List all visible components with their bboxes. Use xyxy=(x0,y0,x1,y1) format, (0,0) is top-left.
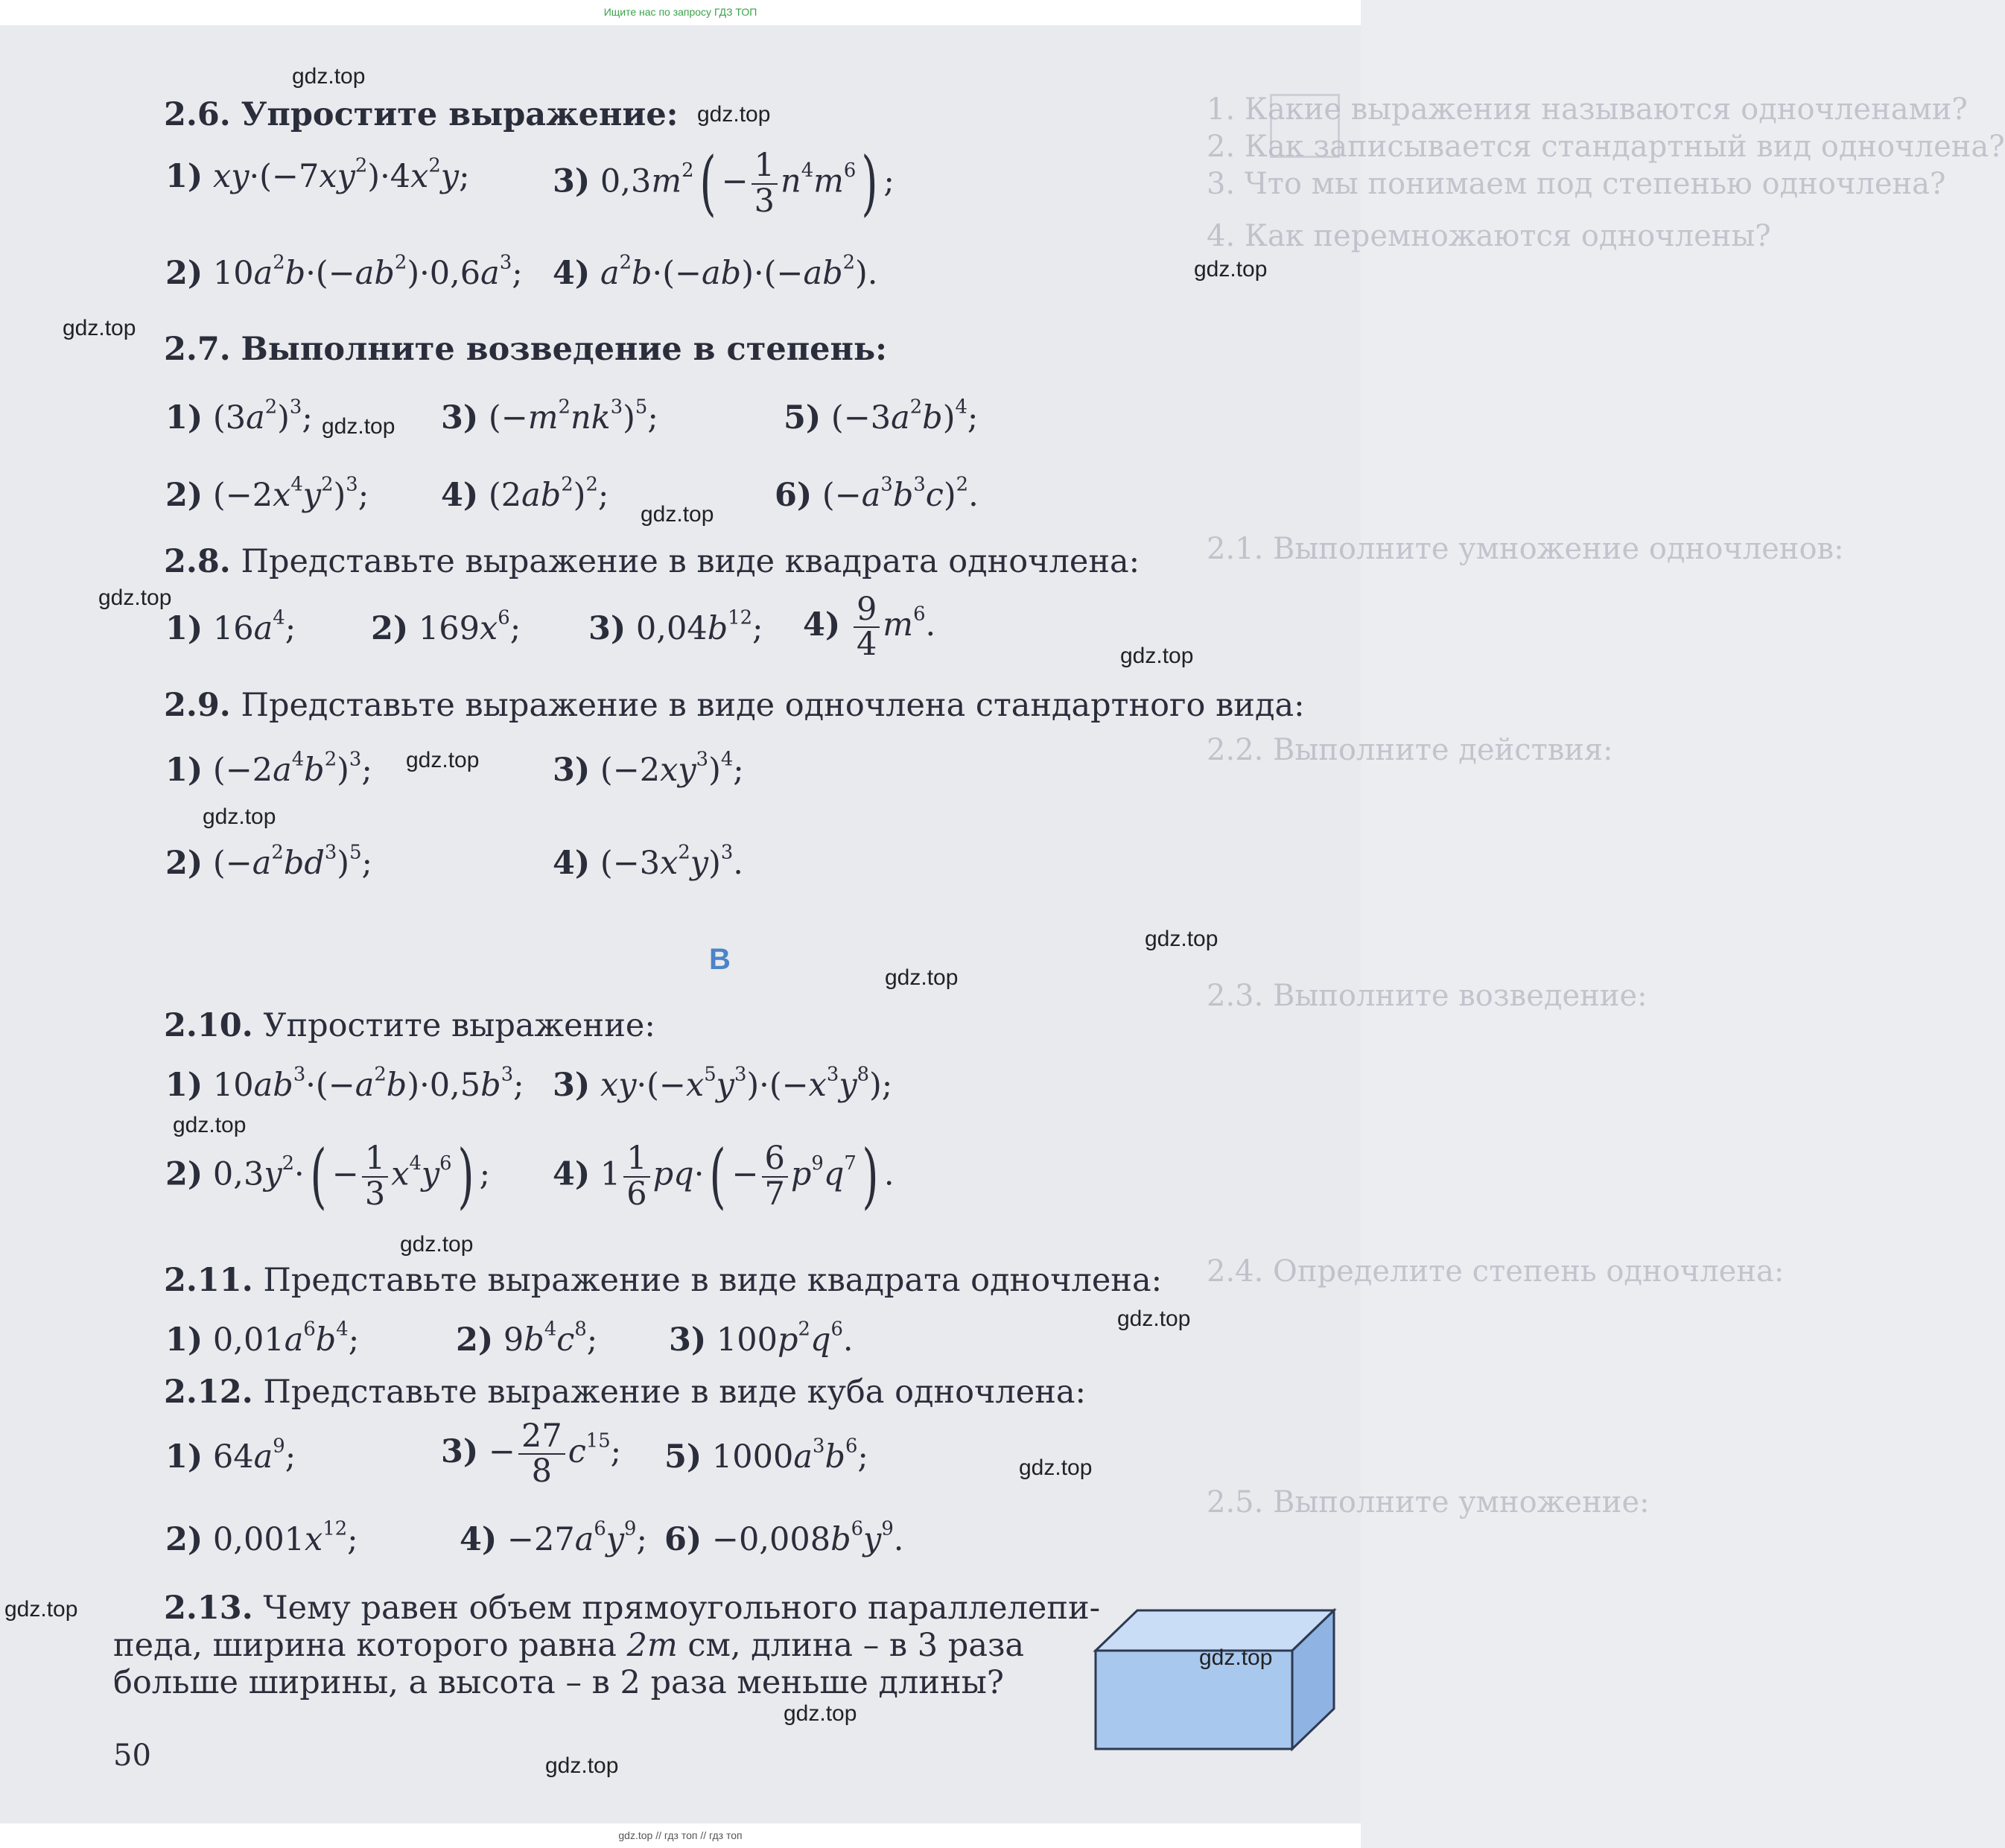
item-number: 5) xyxy=(784,399,822,436)
problem-2-13-line-1 xyxy=(164,1590,1100,1627)
watermark[interactable]: gdz.top xyxy=(63,316,136,340)
item-number: 3) xyxy=(553,1067,591,1104)
section-letter: B xyxy=(709,943,731,976)
ghost-line: 2.1. Выполните умножение одночленов: xyxy=(1207,532,1844,566)
problem-2-6-item-3: 3) $0,3m^2$( − $\frac{1}{3}$ $n^4m^6$) ; xyxy=(553,142,895,224)
item-number: 2) xyxy=(165,1521,203,1558)
item-number: 4) xyxy=(460,1521,498,1558)
watermark[interactable]: gdz.top xyxy=(4,1597,78,1622)
header-banner[interactable] xyxy=(0,0,1361,25)
problem-2-10-item-2: 2) $0,3y^2\cdot$( − $\frac{1}{3}$ $x^4y^6$) ; xyxy=(165,1135,491,1217)
item-number: 6) xyxy=(775,477,813,514)
ghost-line: 2.4. Определите степень одночлена: xyxy=(1207,1254,1785,1289)
problem-2-10-item-3: 3) $xy\cdot(-x^5y^3)\cdot(-x^3y^8)$; xyxy=(553,1063,893,1104)
problem-2-12-item-1: 1) $64a^9$; xyxy=(165,1435,296,1476)
problem-text: Представьте выражение в виде квадрата одночлена: xyxy=(263,1262,1163,1299)
watermark[interactable]: gdz.top xyxy=(292,64,366,89)
problem-number: 2.11. xyxy=(164,1262,253,1299)
footer-banner-text[interactable]: gdz.top // гдз топ // гдз топ xyxy=(618,1829,743,1841)
problem-2-7-item-1: 1) $(3a^2)^3$; xyxy=(165,396,313,436)
problem-2-8-item-4: 4) $\frac{9}{4}$ $m^6$. xyxy=(803,591,936,664)
item-number: 3) xyxy=(441,399,479,436)
problem-2-8-item-1: 1) $16a^4$; xyxy=(165,606,296,647)
problem-2-11-item-3: 3) $100p^2q^6$. xyxy=(669,1318,854,1359)
problem-2-8-heading xyxy=(164,543,1140,580)
problem-2-10-item-4: 4) 1 $\frac{1}{6}$ pq·( − $\frac{6}{7}$ $p^9q^7$) . xyxy=(553,1135,895,1217)
watermark[interactable]: gdz.top xyxy=(1120,644,1194,668)
item-number: 1) xyxy=(165,158,203,195)
item-number: 6) xyxy=(664,1521,702,1558)
watermark[interactable]: gdz.top xyxy=(641,502,714,527)
problem-variable: 2m xyxy=(626,1627,678,1664)
watermark[interactable]: gdz.top xyxy=(1117,1306,1191,1331)
item-number: 3) xyxy=(553,752,591,789)
item-number: 1) xyxy=(165,399,203,436)
problem-2-13-line-2 xyxy=(113,1627,1024,1664)
watermark[interactable]: gdz.top xyxy=(322,414,395,439)
watermark[interactable]: gdz.top xyxy=(784,1701,857,1726)
footer-banner[interactable] xyxy=(0,1823,1361,1848)
item-number: 4) xyxy=(803,606,841,644)
problem-2-12-item-5: 5) $1000a^3b^6$; xyxy=(664,1435,868,1476)
watermark[interactable]: gdz.top xyxy=(203,804,276,829)
problem-2-7-heading xyxy=(164,331,887,368)
problem-text: Выполните возведение в степень: xyxy=(241,331,888,368)
item-number: 2) xyxy=(165,845,203,882)
watermark[interactable]: gdz.top xyxy=(400,1232,474,1257)
problem-2-9-item-3: 3) $(-2xy^3)^4$; xyxy=(553,748,744,789)
problem-2-12-item-4: $4) -27a^6y^9$; xyxy=(460,1517,647,1558)
problem-number: 2.10. xyxy=(164,1007,253,1044)
problem-2-11-heading xyxy=(164,1262,1162,1299)
parallelepiped-illustration xyxy=(1091,1604,1337,1753)
item-number: 4) xyxy=(441,477,479,514)
problem-number: 2.6. xyxy=(164,96,231,133)
item-number: 3) xyxy=(553,162,591,200)
problem-2-9-item-2: 2) $(-a^2bd^3)^5$; xyxy=(165,841,372,882)
problem-2-7-item-6: 6) $(-a^3b^3c)^2$. xyxy=(775,473,979,514)
problem-2-11-item-2: 2) $9b^4c^8$; xyxy=(456,1318,598,1359)
problem-text: больше ширины, а высота – в 2 раза меньше длины? xyxy=(113,1664,1004,1701)
item-number: 1) xyxy=(165,610,203,647)
item-number: 1) xyxy=(165,1067,203,1104)
header-banner-text[interactable]: Ищите нас по запросу ГДЗ ТОП xyxy=(603,6,757,18)
problem-2-10-heading xyxy=(164,1007,655,1044)
problem-2-12-heading xyxy=(164,1374,1086,1411)
item-number: 2) xyxy=(165,1155,203,1193)
problem-2-8-item-3: 3) $0,04b^{12}$; xyxy=(588,606,763,647)
watermark[interactable]: gdz.top xyxy=(885,965,959,990)
item-number: 4) xyxy=(553,845,591,882)
problem-2-9-heading xyxy=(164,687,1305,724)
watermark[interactable]: gdz.top xyxy=(545,1753,619,1778)
watermark[interactable]: gdz.top xyxy=(697,102,771,127)
problem-number: 2.13. xyxy=(164,1590,253,1627)
ghost-line: 4. Как перемножаются одночлены? xyxy=(1207,219,1771,253)
item-number: 3) xyxy=(441,1433,479,1471)
problem-number: 2.8. xyxy=(164,543,231,580)
ghost-line: 3. Что мы понимаем под степенью одночлена? xyxy=(1207,167,1946,201)
problem-2-6-item-2: 2) $10a^2b\cdot(-ab^2)\cdot 0,6a^3$; xyxy=(165,251,523,292)
problem-number: 2.12. xyxy=(164,1374,253,1411)
ghost-line: 2.5. Выполните умножение: xyxy=(1207,1485,1650,1520)
item-number: 1) xyxy=(165,1438,203,1476)
problem-2-7-item-3: 3) $(-m^2nk^3)^5$; xyxy=(441,396,658,436)
problem-2-13-line-3 xyxy=(113,1664,1004,1701)
problem-text: Чему равен объем прямоугольного параллелепи- xyxy=(263,1590,1101,1627)
item-number: 1) xyxy=(165,752,203,789)
problem-2-9-item-1: 1) $(-2a^4b^2)^3$; xyxy=(165,748,372,789)
problem-2-6-item-1: 1) $xy\cdot(-7xy^2)\cdot 4x^2y$; xyxy=(165,154,470,195)
textbook-page xyxy=(0,25,2005,1823)
watermark[interactable]: gdz.top xyxy=(1194,257,1268,282)
problem-2-7-item-5: 5) $(-3a^2b)^4$; xyxy=(784,396,979,436)
problem-2-8-item-2: 2) $169x^6$; xyxy=(371,606,521,647)
item-number: 3) xyxy=(588,610,626,647)
watermark[interactable]: gdz.top xyxy=(1199,1645,1273,1670)
problem-text: педа, ширина которого равна xyxy=(113,1627,627,1664)
problem-text: Упростите выражение: xyxy=(241,96,679,133)
problem-2-12-item-2: 2) $0,001x^{12}$; xyxy=(165,1517,358,1558)
problem-text: Упростите выражение: xyxy=(263,1007,655,1044)
problem-2-12-item-6: $6) -0,008b^6y^9$. xyxy=(664,1517,904,1558)
item-number: 5) xyxy=(664,1438,702,1476)
ghost-line: 1. Какие выражения называются одночленами? xyxy=(1207,92,1968,127)
problem-2-10-item-1: 1) $10ab^3\cdot(-a^2b)\cdot 0,5b^3$; xyxy=(165,1063,524,1104)
ghost-line: 2. Как записывается стандартный вид одночлена? xyxy=(1207,130,2005,164)
problem-number: 2.9. xyxy=(164,687,231,724)
problem-2-11-item-1: 1) $0,01a^6b^4$; xyxy=(165,1318,360,1359)
item-number: 2) xyxy=(456,1321,494,1359)
problem-text: см, длина – в 3 раза xyxy=(677,1627,1025,1664)
item-number: 3) xyxy=(669,1321,707,1359)
page-number: 50 xyxy=(113,1739,151,1773)
watermark[interactable]: gdz.top xyxy=(1019,1455,1093,1480)
problem-text: Представьте выражение в виде квадрата одночлена: xyxy=(241,543,1140,580)
item-number: 4) xyxy=(553,1155,591,1193)
item-number: 2) xyxy=(165,477,203,514)
item-number: 2) xyxy=(371,610,409,647)
problem-text: Представьте выражение в виде куба одночлена: xyxy=(263,1374,1086,1411)
problem-text: Представьте выражение в виде одночлена стандартного вида: xyxy=(241,687,1305,724)
problem-number: 2.7. xyxy=(164,331,231,368)
problem-2-12-item-3: 3) − $\frac{27}{8}$ $c^{15}$; xyxy=(441,1417,622,1490)
item-number: 1) xyxy=(165,1321,203,1359)
problem-2-7-item-4: 4) $(2ab^2)^2$; xyxy=(441,473,609,514)
item-number: 2) xyxy=(165,255,203,292)
watermark[interactable]: gdz.top xyxy=(406,748,480,772)
item-number: 4) xyxy=(553,255,591,292)
ghost-line: 2.2. Выполните действия: xyxy=(1207,733,1613,767)
ghost-line: 2.3. Выполните возведение: xyxy=(1207,979,1647,1013)
watermark[interactable]: gdz.top xyxy=(1145,927,1218,951)
question-mark-box xyxy=(1270,94,1340,158)
watermark[interactable]: gdz.top xyxy=(173,1113,247,1137)
problem-2-7-item-2: 2) $(-2x^4y^2)^3$; xyxy=(165,473,369,514)
problem-2-6-item-4: 4) $a^2b\cdot(-ab)\cdot(-ab^2)$. xyxy=(553,251,878,292)
watermark[interactable]: gdz.top xyxy=(98,585,172,610)
problem-2-9-item-4: 4) $(-3x^2y)^3$. xyxy=(553,841,743,882)
problem-2-6-heading xyxy=(164,96,679,133)
